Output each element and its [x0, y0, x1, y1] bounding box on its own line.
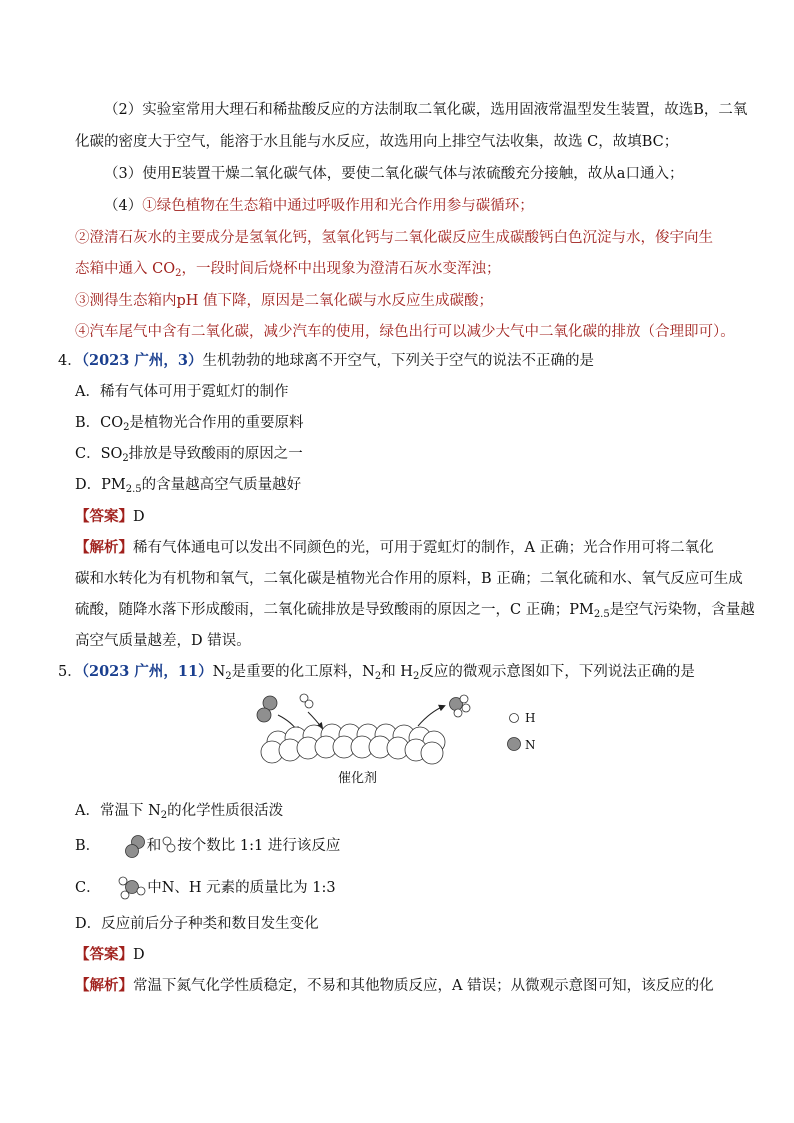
analysis-label: 【解析】 [75, 977, 133, 994]
h2-molecule-icon [161, 834, 177, 858]
question-5-option-c [75, 875, 336, 901]
option-text: 排放是导致酸雨的原因之一 [128, 446, 303, 462]
question-4-option-c [75, 444, 303, 464]
option-text: 是植物光合作用的重要原料 [129, 415, 304, 431]
legend-h [510, 711, 536, 725]
analysis-text: 常温下氮气化学性质稳定，不易和其他物质反应，A 错误；从微观示意图可知，该反应的化 [133, 978, 714, 994]
answer-label: 【答案】 [75, 508, 133, 525]
question-source: （2023 广州，11） [81, 663, 213, 680]
para-4-item-2-text-b: ，一段时间后烧杯中出现象为澄清石灰水变浑浊； [181, 261, 501, 277]
legend-n [508, 738, 536, 753]
question-5-option-b [75, 834, 340, 858]
option-text: 的化学性质很活泼 [167, 803, 284, 819]
analysis-text: 稀有气体通电可以发出不同颜色的光，可用于霓虹灯的制作，A 正确；光合作用可将二氧化 [133, 540, 714, 556]
question-source: （2023 广州，3） [81, 352, 203, 369]
arrow-out [418, 706, 444, 726]
question-4-analysis-line-1 [75, 538, 714, 558]
analysis-text: 是空气污染物，含量越 [609, 602, 755, 618]
subscript: 2 [122, 453, 129, 464]
stem-text: 反应的微观示意图如下，下列说法正确的是 [419, 664, 695, 680]
question-4-analysis-line-3 [75, 600, 755, 620]
para-2-line-1: （2）实验室常用大理石和稀盐酸反应的方法制取二氧化碳，选用固液常温型发生装置，故选B，二氧 [104, 102, 748, 118]
stem-text: 是重要的化工原料，N [231, 664, 375, 680]
option-text: 和 [146, 838, 162, 854]
analysis-label: 【解析】 [75, 539, 133, 556]
question-number: 4． [58, 353, 82, 369]
question-4-analysis-line-2: 碳和水转化为有机物和氧气，二氧化碳是植物光合作用的原料，B 正确；二氧化硫和水、氧气反应可生成 [75, 571, 743, 587]
stem-text: N [212, 664, 226, 680]
subscript: 2 [160, 810, 168, 821]
para-2-line-2: 化碳的密度大于空气，能溶于水且能与水反应，故选用向上排空气法收集，故选 C，故填BC； [75, 134, 679, 150]
analysis-text: 硫酸，随降水落下形成酸雨，二氧化硫排放是导致酸雨的原因之一，C 正确；PM [75, 602, 594, 618]
subscript: 2 [225, 671, 232, 682]
question-4-option-d [75, 475, 301, 495]
option-text: A．常温下 N [75, 803, 161, 819]
subscript: 2 [412, 671, 420, 682]
para-4-item-2-text-a: 态箱中通入 CO [75, 261, 176, 277]
question-4-stem [58, 351, 594, 371]
question-4-option-a: A．稀有气体可用于霓虹灯的制作 [75, 384, 289, 400]
question-4-analysis-line-4: 高空气质量越差，D 错误。 [75, 633, 251, 649]
para-4-item-4: ④汽车尾气中含有二氧化碳，减少汽车的使用，绿色出行可以减少大气中二氧化碳的排放（合理即可）。 [75, 324, 735, 340]
subscript: 2 [123, 422, 130, 433]
subscript: 2 [175, 268, 182, 279]
n2-molecule-icon [123, 834, 147, 858]
question-5-option-d: D．反应前后分子种类和数目发生变化 [75, 916, 319, 932]
stem-text: 和 H [381, 664, 413, 680]
para-3: （3）使用E装置干燥二氧化碳气体，要使二氧化碳气体与浓硫酸充分接触，故从a口通入； [104, 166, 684, 182]
para-4-item-1 [104, 196, 534, 216]
question-4-answer [75, 507, 145, 527]
nh3-molecule-icon [117, 875, 147, 901]
subscript: 2.5 [125, 484, 142, 495]
question-5-analysis-line-1 [75, 976, 714, 996]
answer-value: D [133, 947, 145, 963]
option-text: C．SO [75, 446, 123, 462]
h2-molecule [300, 694, 313, 708]
reaction-diagram [250, 690, 550, 790]
para-4-item-1-text: ①绿色植物在生态箱中通过呼吸作用和光合作用参与碳循环； [142, 198, 534, 214]
legend-n-label: N [525, 738, 536, 752]
question-stem-text: 生机勃勃的地球离不开空气，下列关于空气的说法不正确的是 [202, 353, 594, 369]
option-text: B．CO [75, 415, 124, 431]
question-4-option-b [75, 413, 304, 433]
para-4-prefix: （4） [104, 198, 143, 214]
answer-value: D [133, 509, 145, 525]
catalyst-surface [261, 724, 445, 764]
para-4-item-3: ③测得生态箱内pH 值下降，原因是二氧化碳与水反应生成碳酸； [75, 293, 494, 309]
option-prefix: B． [75, 838, 101, 854]
question-number: 5． [58, 664, 82, 680]
subscript: 2.5 [593, 609, 610, 620]
option-text: 的含量越高空气质量越好 [141, 477, 302, 493]
option-prefix: C． [75, 880, 101, 896]
catalyst-label: 催化剂 [338, 771, 378, 786]
option-text: 中N、H 元素的质量比为 1:3 [147, 880, 336, 896]
para-4-item-2-line-2 [75, 259, 500, 279]
option-text: D．PM [75, 477, 126, 493]
answer-label: 【答案】 [75, 946, 133, 963]
question-5-stem [58, 662, 695, 682]
legend-h-label: H [525, 711, 536, 725]
question-5-option-a [75, 801, 283, 821]
nh3-molecule [450, 695, 471, 717]
question-5-answer [75, 945, 145, 965]
para-4-item-2-line-1: ②澄清石灰水的主要成分是氢氧化钙，氢氧化钙与二氧化碳反应生成碳酸钙白色沉淀与水，俊宇向生 [75, 230, 713, 246]
n2-molecule [257, 696, 277, 722]
subscript: 2 [374, 671, 382, 682]
option-text: 按个数比 1:1 进行该反应 [177, 838, 341, 854]
